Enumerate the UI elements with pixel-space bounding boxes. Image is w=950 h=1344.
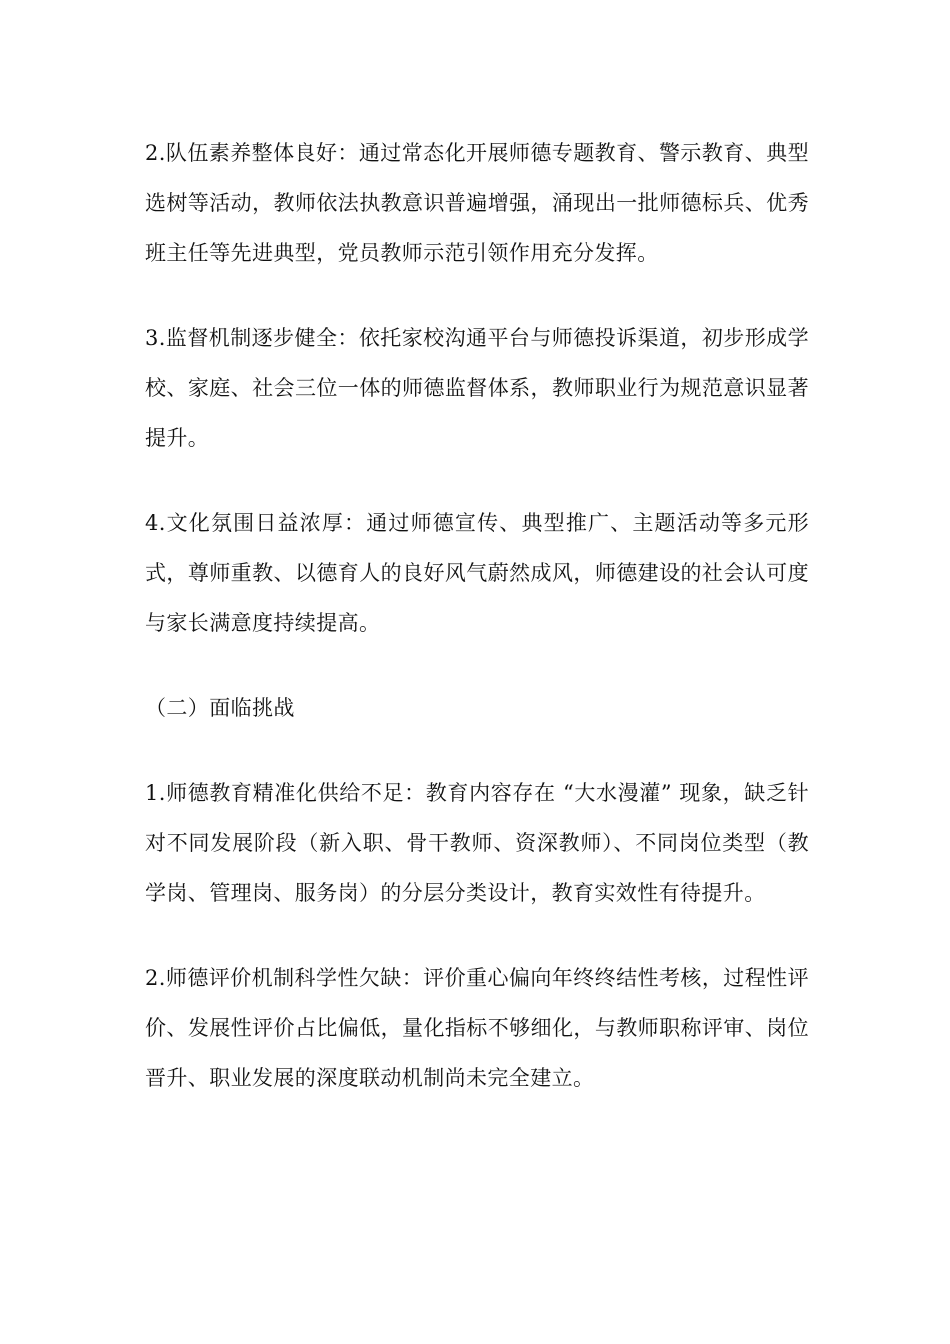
paragraph-supervision-mechanism: 3.监督机制逐步健全：依托家校沟通平台与师德投诉渠道，初步形成学校、家庭、社会三位一体的师德监督体系，教师职业行为规范意识显著提升。: [145, 326, 809, 450]
paragraph-team-quality: 2.队伍素养整体良好：通过常态化开展师德专题教育、警示教育、典型选树等活动，教师依法执教意识普遍增强，涌现出一批师德标兵、优秀班主任等先进典型，党员教师示范引领作用充分发挥。: [145, 141, 809, 265]
section-heading-challenges: （二）面临挑战: [145, 696, 295, 720]
document-body: [145, 128, 809, 1138]
paragraph-culture-atmosphere: 4.文化氛围日益浓厚：通过师德宣传、典型推广、主题活动等多元形式，尊师重教、以德育人的良好风气蔚然成风，师德建设的社会认可度与家长满意度持续提高。: [145, 511, 809, 635]
paragraph-evaluation-mechanism: 2.师德评价机制科学性欠缺：评价重心偏向年终终结性考核，过程性评价、发展性评价占比偏低，量化指标不够细化，与教师职称评审、岗位晋升、职业发展的深度联动机制尚未完全建立。: [145, 966, 809, 1090]
paragraph-education-supply: 1.师德教育精准化供给不足：教育内容存在 “大水漫灌” 现象，缺乏针对不同发展阶段（新入职、骨干教师、资深教师）、不同岗位类型（教学岗、管理岗、服务岗）的分层分类设计，教育实效性有待提升。: [145, 781, 809, 905]
